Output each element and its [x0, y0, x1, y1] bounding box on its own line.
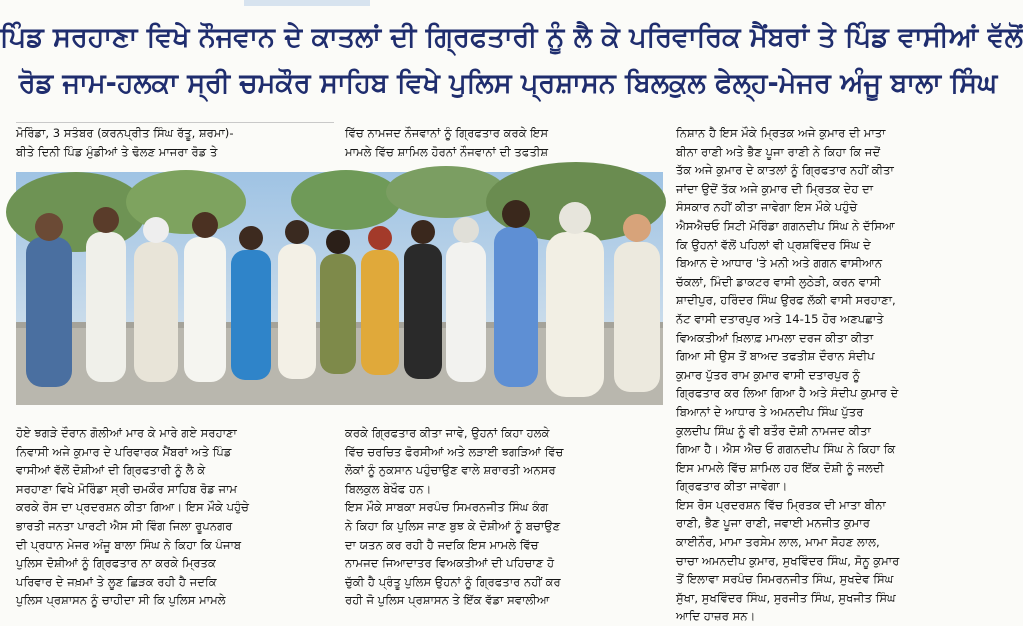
- text-line: ਕਰਕੇ ਗ੍ਰਿਫਤਾਰ ਕੀਤਾ ਜਾਵੇ, ਉਹਨਾਂ ਕਿਹਾ ਹਲਕੇ: [345, 426, 550, 440]
- text-line: ਰਹੀ ਜੋ ਪੁਲਿਸ ਪ੍ਰਸ਼ਾਸਨ ਤੇ ਇੱਕ ਵੱਡਾ ਸਵਾਲੀਆ: [345, 593, 550, 608]
- text-line: ਬੀਨਾ ਰਾਣੀ ਅਤੇ ਭੈਣ ਪੂਜਾ ਰਾਣੀ ਨੇ ਕਿਹਾ ਕਿ ਜਦੋਂ: [676, 144, 881, 159]
- text-line: ਵਿੱਚ ਚਰਚਿਤ ਫੋਰਸੀਆਂ ਅਤੇ ਲੜਾਈ ਝਗੜਿਆਂ ਵਿੱਚ: [345, 444, 564, 459]
- text-line: ਕਿ ਉਹਨਾਂ ਵੱਲੋਂ ਪਹਿਲਾਂ ਵੀ ਪ੍ਰਸ਼ਵਿੰਦਰ ਸਿੰਘ ਦੇ: [676, 237, 871, 252]
- column-rule: [16, 122, 334, 123]
- text-line: ਪੁਲਿਸ ਦੋਸ਼ੀਆਂ ਨੂੰ ਗ੍ਰਿਫਤਾਰ ਨਾ ਕਰਕੇ ਮ੍ਰਿਤਕ: [16, 556, 216, 571]
- text-line: ਗਿਆ ਹੈ। ਐਸ ਐਚ ਓ ਗਗਨਦੀਪ ਸਿੰਘ ਨੇ ਕਿਹਾ ਕਿ: [676, 442, 896, 457]
- text-line: ਨਿਵਾਸੀ ਅਜੇ ਕੁਮਾਰ ਦੇ ਪਰਿਵਾਰਕ ਮੈਂਬਰਾਂ ਅਤੇ ਪਿੰਡ: [16, 444, 232, 459]
- text-line: ਗ੍ਰਿਫਤਾਰ ਕੀਤਾ ਜਾਵੇਗਾ।: [676, 479, 788, 494]
- protest-photo: [16, 172, 663, 405]
- text-line: ਗ੍ਰਿਫਤਾਰ ਕਰ ਲਿਆ ਗਿਆ ਹੈ ਅਤੇ ਸੰਦੀਪ ਕੁਮਾਰ ਦੇ: [676, 386, 899, 401]
- headline-line-1: ਪਿੰਡ ਸਰਹਾਣਾ ਵਿਖੇ ਨੌਜਵਾਨ ਦੇ ਕਾਤਲਾਂ ਦੀ ਗ੍ਰਿਫਤਾਰੀ ਨੂੰ ਲੈ ਕੇ ਪਰਿਵਾਰਿਕ ਮੈਂਬਰਾਂ ਤੇ ਪਿੰਡ ਵਾਸੀਆਂ ਵੱਲੋਂ: [0, 22, 1023, 53]
- text-line: ਕੁਲਦੀਪ ਸਿੰਘ ਨੂੰ ਵੀ ਬਤੌਰ ਦੋਸ਼ੀ ਨਾਮਜਦ ਕੀਤਾ: [676, 423, 871, 438]
- text-line: ਕਰਕੇ ਰੋਸ ਦਾ ਪ੍ਰਦਰਸ਼ਨ ਕੀਤਾ ਗਿਆ। ਇਸ ਮੌਕੇ ਪਹੁੰਚੇ: [16, 500, 249, 515]
- text-line: ਵਿਅਕਤੀਆਂ ਖ਼ਿਲਾਫ਼ ਮਾਮਲਾ ਦਰਜ ਕੀਤਾ ਕੀਤਾ: [676, 330, 874, 345]
- top-edge-fragment: [244, 0, 370, 6]
- text-line: ਸ਼ਾਦੀਪੁਰ, ਹਰਿੰਦਰ ਸਿੰਘ ਉਰਫ ਲੱਕੀ ਵਾਸੀ ਸਰਹਾਣਾ,: [676, 293, 896, 308]
- text-line: ਆਦਿ ਹਾਜ਼ਰ ਸਨ।: [676, 609, 756, 624]
- text-line: ਦਾ ਯਤਨ ਕਰ ਰਹੀ ਹੈ ਜਦਕਿ ਇਸ ਮਾਮਲੇ ਵਿੱਚ: [345, 537, 539, 552]
- text-line: ਇਸ ਮੌਕੇ ਸਾਬਕਾ ਸਰਪੰਚ ਸਿਮਰਨਜੀਤ ਸਿੰਘ ਕੰਗ: [345, 500, 549, 515]
- text-line: ਨੱਟ ਵਾਸੀ ਦਤਾਰਪੁਰ ਅਤੇ 14-15 ਹੋਰ ਅਣਪਛਾਤੇ: [676, 311, 884, 326]
- text-line: ਦੀ ਪ੍ਰਧਾਨ ਮੇਜਰ ਅੰਜੂ ਬਾਲਾ ਸਿੰਘ ਨੇ ਕਿਹਾ ਕਿ ਪੰਜਾਬ: [16, 537, 242, 552]
- text-line: ਮਾਮਲੇ ਵਿੱਚ ਸ਼ਾਮਿਲ ਹੋਰਨਾਂ ਨੌਜਵਾਨਾਂ ਦੀ ਤਫਤੀਸ਼: [345, 144, 549, 159]
- text-line: ਵਿੱਚ ਨਾਮਜਦ ਨੌਜਵਾਨਾਂ ਨੂੰ ਗ੍ਰਿਫਤਾਰ ਕਰਕੇ ਇਸ: [345, 126, 549, 140]
- text-line: ਗਿਆ ਸੀ ਉਸ ਤੋਂ ਬਾਅਦ ਤਫਤੀਸ਼ ਦੌਰਾਨ ਸੰਦੀਪ: [676, 349, 875, 364]
- text-line: ਨਾਮਜਦ ਜਿਆਦਾਤਰ ਵਿਅਕਤੀਆਂ ਦੀ ਪਹਿਚਾਣ ਹੋ: [345, 556, 555, 571]
- text-line: ਤੋਂ ਇਲਾਵਾ ਸਰਪੰਚ ਸਿਮਰਨਜੀਤ ਸਿੰਘ, ਸੁਖਦੇਵ ਸਿੰਘ: [676, 572, 894, 587]
- text-line: ਇਸ ਮਾਮਲੇ ਵਿੱਚ ਸ਼ਾਮਿਲ ਹਰ ਇੱਕ ਦੋਸ਼ੀ ਨੂੰ ਜਲਦੀ: [676, 460, 885, 475]
- text-line: ਭਾਰਤੀ ਜਨਤਾ ਪਾਰਟੀ ਐਸ ਸੀ ਵਿੰਗ ਜਿਲਾ ਰੂਪਨਗਰ: [16, 518, 233, 533]
- text-line: ਇਸ ਰੋਸ ਪ੍ਰਦਰਸ਼ਨ ਵਿੱਚ ਮ੍ਰਿਤਕ ਦੀ ਮਾਤਾ ਬੀਨਾ: [676, 497, 886, 512]
- text-line: ਸੰਸਕਾਰ ਨਹੀਂ ਕੀਤਾ ਜਾਵੇਗਾ ਇਸ ਮੌਕੇ ਪਹੁੰਚੇ: [676, 200, 858, 215]
- text-line: ਸਰਹਾਣਾ ਵਿਖੇ ਮੋਰਿੰਡਾ ਸ੍ਰੀ ਚਮਕੌਰ ਸਾਹਿਬ ਰੋਡ ਜਾਮ: [16, 481, 238, 496]
- text-line: ਲੋਕਾਂ ਨੂੰ ਨੁਕਸਾਨ ਪਹੁੰਚਾਉਣ ਵਾਲੇ ਸ਼ਰਾਰਤੀ ਅਨਸਰ: [345, 463, 556, 478]
- article-column-3: [676, 124, 1006, 624]
- article-column-2-bottom: [345, 424, 663, 614]
- article-column-1-top: [16, 124, 334, 166]
- text-line: ਬਿਆਨ ਦੇ ਆਧਾਰ 'ਤੇ ਮਨੀ ਅਤੇ ਗਗਨ ਵਾਸੀਆਨ: [676, 256, 883, 271]
- text-line: ਚੁੱਕੀ ਹੈ ਪ੍ਰੰਤੂ ਪੁਲਿਸ ਉਹਨਾਂ ਨੂੰ ਗ੍ਰਿਫਤਾਰ ਨਹੀਂ ਕਰ: [345, 574, 561, 589]
- text-line: ਨੇ ਕਿਹਾ ਕਿ ਪੁਲਿਸ ਜਾਣ ਬੁਝ ਕੇ ਦੋਸ਼ੀਆਂ ਨੂੰ ਬਚਾਉਣ: [345, 518, 561, 533]
- text-line: ਬੀਤੇ ਦਿਨੀ ਪਿੰਡ ਮੁੰਡੀਆਂ ਤੇ ਢੋਲਣ ਮਾਜਰਾ ਰੋਡ ਤੇ: [16, 144, 218, 159]
- text-line: ਪੁਲਿਸ ਪ੍ਰਸ਼ਾਸਨ ਨੂੰ ਚਾਹੀਦਾ ਸੀ ਕਿ ਪੁਲਿਸ ਮਾਮਲੇ: [16, 593, 226, 608]
- text-line: ਚਾਚਾ ਅਮਨਦੀਪ ਕੁਮਾਰ, ਸੁਖਵਿੰਦਰ ਸਿੰਘ, ਸੋਨੂ ਕੁਮਾਰ: [676, 553, 900, 568]
- text-line: ਕੁਮਾਰ ਪੁੱਤਰ ਰਾਮ ਕੁਮਾਰ ਵਾਸੀ ਦਤਾਰਪੁਰ ਨੂੰ: [676, 367, 860, 382]
- article-column-1-bottom: [16, 424, 334, 614]
- text-line: ਵਾਸੀਆਂ ਵੱਲੋਂ ਦੋਸ਼ੀਆਂ ਦੀ ਗ੍ਰਿਫਤਾਰੀ ਨੂੰ ਲੈ ਕੇ: [16, 463, 206, 478]
- article-column-2-top: [345, 124, 663, 166]
- text-line: ਚੱਕਲਾਂ, ਮਿੰਦੀ ਡਾਕਟਰ ਵਾਸੀ ਲੁਠੇੜੀ, ਕਰਨ ਵਾਸੀ: [676, 274, 881, 289]
- text-line: ਕਾਈਨੌਰ, ਮਾਮਾ ਤਰਸੇਮ ਲਾਲ, ਮਾਮਾ ਸੋਹਣ ਲਾਲ,: [676, 535, 880, 550]
- text-line: ਮੋਰਿੰਡਾ, 3 ਸਤੰਬਰ (ਕਰਨਪ੍ਰੀਤ ਸਿੰਘ ਰੱਤੂ, ਸ਼ਰਮਾ)-: [16, 126, 234, 140]
- text-line: ਐਸਐਚਓ ਸਿਟੀ ਮੋਰਿੰਡਾ ਗਗਨਦੀਪ ਸਿੰਘ ਨੇ ਦੱਸਿਆ: [676, 218, 895, 233]
- text-line: ਹੋਏ ਝਗੜੇ ਦੌਰਾਨ ਗੋਲੀਆਂ ਮਾਰ ਕੇ ਮਾਰੇ ਗਏ ਸਰਹਾਣਾ: [16, 426, 237, 440]
- text-line: ਸੁੱਖਾ, ਸੁਖਵਿੰਦਰ ਸਿੰਘ, ਸੁਰਜੀਤ ਸਿੰਘ, ਸੁਖਜੀਤ ਸਿੰਘ: [676, 590, 896, 605]
- text-line: ਪਰਿਵਾਰ ਦੇ ਜਖ਼ਮਾਂ ਤੇ ਲੂਣ ਛਿੜਕ ਰਹੀ ਹੈ ਜਦਕਿ: [16, 574, 217, 589]
- text-line: ਤੱਕ ਅਜੇ ਕੁਮਾਰ ਦੇ ਕਾਤਲਾਂ ਨੂੰ ਗ੍ਰਿਫਤਾਰ ਨਹੀਂ ਕੀਤਾ: [676, 163, 894, 178]
- text-line: ਬਿਆਨਾਂ ਦੇ ਆਧਾਰ ਤੇ ਅਮਨਦੀਪ ਸਿੰਘ ਪੁੱਤਰ: [676, 404, 864, 419]
- text-line: ਰਾਣੀ, ਭੈਣ ਪੂਜਾ ਰਾਣੀ, ਜਵਾਈ ਮਨਜੀਤ ਕੁਮਾਰ: [676, 516, 870, 531]
- text-line: ਨਿਸ਼ਾਨ ਹੈ ਇਸ ਮੌਕੇ ਮ੍ਰਿਤਕ ਅਜੇ ਕੁਮਾਰ ਦੀ ਮਾਤਾ: [676, 126, 886, 140]
- headline-line-2: ਰੋਡ ਜਾਮ-ਹਲਕਾ ਸ੍ਰੀ ਚਮਕੌਰ ਸਾਹਿਬ ਵਿਖੇ ਪੁਲਿਸ ਪ੍ਰਸ਼ਾਸਨ ਬਿਲਕੁਲ ਫੇਲ੍ਹ-ਮੇਜਰ ਅੰਜੂ ਬਾਲਾ ਸਿੰਘ: [18, 68, 998, 99]
- text-line: ਬਿਲਕੁਲ ਬੇਖੌਫ ਹਨ।: [345, 481, 432, 496]
- text-line: ਜਾਂਦਾ ਉਦੋਂ ਤੱਕ ਅਜੇ ਕੁਮਾਰ ਦੀ ਮ੍ਰਿਤਕ ਦੇਹ ਦਾ: [676, 181, 874, 196]
